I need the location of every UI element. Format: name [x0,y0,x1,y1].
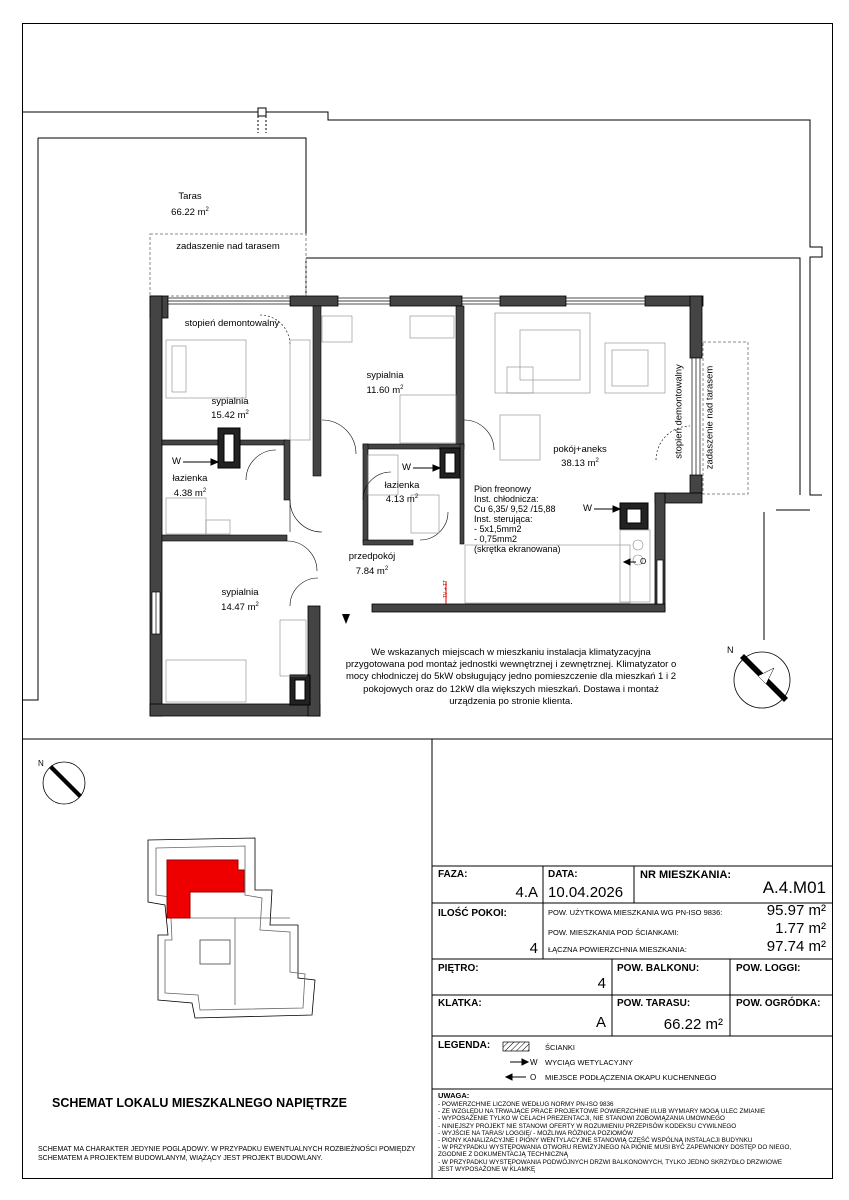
taras-value: 66.22 m² [663,1016,723,1033]
room-area: 15.42 $m^2$ [211,410,249,422]
taras-label: POW. TARASU: [617,998,691,1009]
room-area: 11.60 $m^2$ [366,385,404,397]
data-label: DATA: [548,869,578,880]
pokoi-value: 4 [529,940,538,957]
nr-value: A.4.M01 [762,878,826,897]
data-value: 10.04.2026 [548,884,624,901]
compass-letter: N [38,759,44,768]
legend-item: WYCIĄG WETYLACYJNY [545,1058,633,1067]
notes-list: - POWIERZCHNIE LICZONE WEDŁUG NORMY PN-ISO 9836 - ZE WZGLĘDU NA TRWAJĄCE PRACE PROJEKTOWE POWIERZCHNIE I/LUB WYMIARY MOGĄ ULEC ZMIANIE - WYPOSAŻENIE TYLKO W CELACH PREZENTACJI, NIE STANOWI ZOBOWIĄZANIA UMOWNEGO - NINIEJSZY PROJEKT NIE STANOWI OFERTY W ROZUMIENIU PRZEPISÓW KODEKSU CYWILNEGO - WYJŚCIE NA TARAS/ LOGGIĘ/ - MOŻLIWA RÓŻNICA POZIOMÓW - PIONY KANALIZACYJNE I PIONY WENTYLACYJNE STANOWIĄ CZĘŚĆ WSPÓLNĄ INSTALACJI BUDYNKU - W PRZYPADKU WYSTĘPOWANIA OTWORU REWIZYJNEGO NA PIONIE MUSI BYĆ ZAPEWNIONY DOSTĘP DO NIEGO, ZGODNIE Z DOKUMENTACJĄ TECHNICZNĄ - W PRZYPADKU WYSTĘPOWANIA PODWÓJNYCH DRZWI BALKONOWYCH, TYLKO JEDNO SKRZYDŁO DRZWIOWE JEST WYPOSAŻONE W KLAMKĘ [438,1101,792,1173]
vent-label: W [583,503,592,514]
room-area: 4.13 $m^2$ [385,494,419,506]
room-name: sypialnia [211,396,249,407]
vent-label: W [172,456,181,467]
room-name: sypialnia [221,587,259,598]
loggia-label: POW. LOGGI: [736,963,801,974]
faza-label: FAZA: [438,869,468,880]
room-name: pokój+aneks [553,444,607,455]
pow-uzytkowa-label: POW. UŻYTKOWA MIESZKANIA WG PN-ISO 9836: [548,908,723,917]
tv-label: TV + TT [443,579,449,598]
balcony-roof-label: zadaszenie nad tarasem [704,365,716,470]
room-area: 66.22 $m^2$ [171,207,209,219]
vent-arrows [183,459,636,565]
notes-title: UWAGA: [438,1091,470,1100]
pow-scianki-value: 1.77 m² [775,920,826,937]
balkon-label: POW. BALKONU: [617,963,700,974]
faza-value: 4.A [515,884,538,901]
pow-laczna-label: ŁĄCZNA POWIERZCHNIA MIESZKANIA: [548,945,687,954]
doors [246,315,690,606]
step-label-vertical: stopień demontowalny [673,364,685,459]
room-name: łazienka [172,473,208,484]
klatka-value: A [595,1014,606,1031]
freon-info: Pion freonowy Inst. chłodnicza: Cu 6,35/ 9,52 /15,88 Inst. sterująca: - 5x1,5mm2 - 0,75mm2 (skrętka ekranowana) [474,484,561,554]
pietro-label: PIĘTRO: [438,963,479,974]
room-name: przedpokój [348,551,396,562]
legend-o: O [530,1073,537,1082]
klatka-label: KLATKA: [438,998,482,1009]
legend-w: W [530,1058,538,1067]
step-label: stopień demontowalny [184,318,280,329]
room-area: 7.84 $m^2$ [355,566,389,578]
compass-letter: N [727,645,734,655]
pow-laczna-value: 97.74 m² [766,938,826,955]
vent-label: W [402,462,411,473]
legend-hatch [503,1042,529,1051]
apartment-highlight [167,860,244,918]
compass-large [734,652,790,708]
legend-arrows [506,1059,528,1080]
compass-small [43,762,85,804]
legend-item: MIEJSCE PODŁĄCZENIA OKAPU KUCHENNEGO [545,1073,717,1082]
room-area: 14.47 $m^2$ [221,602,259,614]
room-area: 38.13 $m^2$ [561,458,599,470]
room-name: łazienka [384,480,420,491]
terrace-roof-label: zadaszenie nad tarasem [176,241,280,252]
pow-scianki-label: POW. MIESZKANIA POD ŚCIANKAMI: [548,928,679,937]
schema-title: SCHEMAT LOKALU MIESZKALNEGO NAPIĘTRZE [52,1096,347,1110]
kitchen-hood-label: O [640,557,647,566]
ac-note: We wskazanych miejscach w mieszkaniu instalacja klimatyzacyjna przygotowana pod montaż jednostki wewnętrznej i zewnętrznej. Klimatyzator o mocy chłodniczej do 5kW obsługujący jedno pomieszczenie dla mieszkań 1 i 2 pokojowych oraz do 12kW dla większych mieszkań. Dostawa i montaż urządzenia po stronie klienta. [345,647,677,707]
nr-label: NR MIESZKANIA: [640,869,732,881]
legend-item: ŚCIANKI [545,1043,576,1052]
room-area: 4.38 $m^2$ [173,488,207,500]
room-name: sypialnia [366,370,404,381]
legend-title: LEGENDA: [438,1040,491,1051]
pokoi-label: ILOŚĆ POKOI: [438,908,507,919]
disclaimer: SCHEMAT MA CHARAKTER JEDYNIE POGLĄDOWY. W PRZYPADKU EWENTUALNYCH ROZBIEŻNOŚCI POMIĘDZY SCHEMATEM A PROJEKTEM BUDOWLANYM, WIĄŻĄCY JEST PROJEKT BUDOWLANY. [38,1146,416,1162]
ogrodek-label: POW. OGRÓDKA: [736,998,821,1009]
pow-uzytkowa-value: 95.97 m² [766,902,826,919]
entrance-marker [342,614,350,624]
interior-walls [162,306,464,545]
room-name: Taras [178,191,202,202]
pietro-value: 4 [597,975,606,992]
